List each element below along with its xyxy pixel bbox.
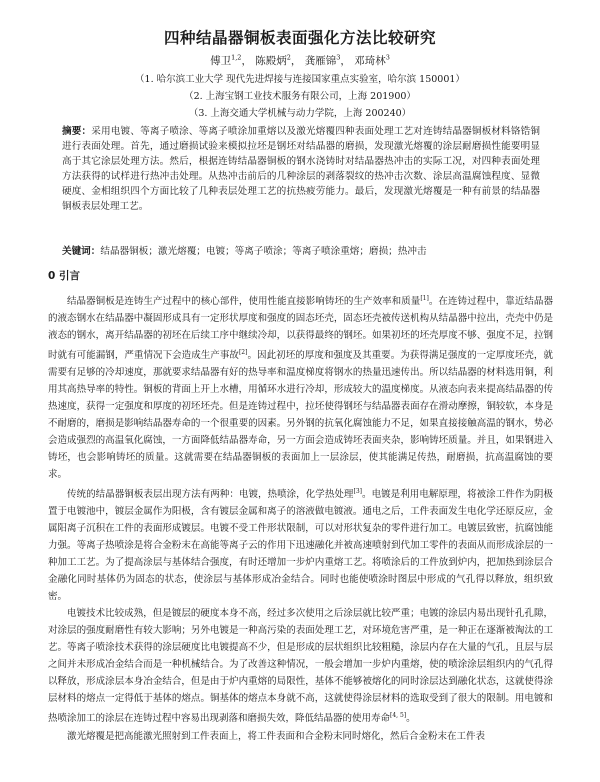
- author-name: 陈殿炳: [255, 55, 287, 67]
- affiliation: （2. 上海宝钢工业技术服务有限公司，上海 201900）: [184, 91, 416, 102]
- section-heading: 0 引言: [48, 270, 80, 282]
- author-name: 邓琦林: [354, 55, 386, 67]
- author-superscript: 3: [385, 53, 390, 62]
- affiliation: （3. 上海交通大学机械与动力学院，上海 200240）: [188, 108, 412, 119]
- citation: [2]: [238, 349, 248, 357]
- paragraph-text: 。电镀是利用电解原理，将被涂工件作为阴极置于电镀池中，镀层金属作为阳极，含有镀层金属和离子的溶液做电镀液。通电之后，工件表面发生电化学还原反应，金属阳离子沉积在工件的表面形成镀层。电镀不受工件形状限制，可以对形状复杂的零件进行加工。电镀层致密，抗腐蚀能力强。等离子热喷涂是将合金粉末在高能等离子云的作用下迅速融化并被高速喷射到代加工零件的表面从而形成涂层的一种加工工艺。为了提高涂层与基体结合强度，有时还增加一步炉内重熔工艺。将喷涂后的工件放到炉内，把加热到涂层合金融化同时基体仍为固态的状态，使涂层与基体形成冶金结合。同时也能使喷涂时图层中形成的气孔得以释放，组织致密。: [48, 489, 553, 603]
- paragraph-text: 结晶器铜板是连铸生产过程中的核心部件，使用性能直接影响铸坯的生产效率和质量: [67, 296, 421, 308]
- abstract: [62, 124, 540, 214]
- paragraph-text: 电镀技术比较成熟，但是镀层的硬度本身不高，经过多次使用之后涂层就比较严重；电镀的涂层内易出现针孔孔隙，对涂层的强度耐磨性有较大影响；另外电镀是一种高污染的表面处理工艺，对环境危害严重，是一种正在逐渐被淘汰的工艺。等离子喷涂技术获得的涂层硬度比电镀提高不少，但是形成的层状组织比较粗糙，涂层内存在大量的气孔，且层与层之间并未形成冶金结合而是一种机械结合。为了改善这种情况，一般会增加一步炉内重熔，使的喷涂涂层组织内的气孔得以释放，形成涂层本身冶金结合，但是由于炉内重熔的局限性，基体不能够被熔化的同时涂层达到融化状态，这就使得涂层材料的熔点一定得低于基体的熔点。铜基体的熔点本身就不高，这就使得涂层材料的选取受到了很大的限制。用电镀和热喷涂加工的涂层在连铸过程中容易出现剥落和磨损失效，降低结晶器的使用寿命: [48, 608, 553, 725]
- keywords-label: 关键词：: [62, 246, 101, 257]
- author-line: 傅卫$^{1,2}$， 陈殿炳$^2$， 龚雁锦$^3$， 邓琦林$^3$: [210, 53, 390, 67]
- paragraph: [48, 605, 553, 727]
- citation: [4, 5]: [390, 712, 407, 720]
- body-text: [48, 290, 553, 745]
- keywords: [62, 243, 540, 257]
- citation: [1]: [420, 295, 429, 302]
- paragraph: [48, 290, 553, 483]
- author-superscript: 2: [286, 53, 291, 62]
- author-name: 龚雁锦: [304, 55, 337, 67]
- paragraph: [48, 483, 553, 605]
- paragraph-text: 。: [406, 713, 416, 725]
- author-superscript: 3: [336, 53, 341, 62]
- author-name: 傅卫: [210, 55, 232, 67]
- paragraph-text: 。在连铸过程中，靠近结晶器的液态钢水在结晶器中凝固形成具有一定形状厚度和强度的固态坯壳，固态坯壳被传送机构从结晶器中拉出，壳壳中仍是液态的钢水，离开结晶器的初坯在后续工序中继续冷却，以获得最终的钢坯。如果初坯的坯壳厚度不够、强度不足，拉钢时就有可能漏钢，严重情况下会造成生产事故: [48, 296, 553, 362]
- paragraph-text: 激光熔覆是把高能激光照射到工件表面上，将工件表面和合金粉末同时熔化，然后合金粉末在工件表: [67, 730, 486, 742]
- keywords-text: 结晶器铜板；激光熔覆；电镀；等离子喷涂；等离子喷涂重熔；磨损；热冲击: [100, 246, 427, 257]
- paper-title: 四种结晶器铜板表面强化方法比较研究: [163, 29, 436, 47]
- abstract-label: 摘要：: [62, 126, 92, 137]
- abstract-text: 采用电镀、等离子喷涂、等离子喷涂加重熔以及激光熔覆四种表面处理工艺对连铸结晶器铜板材料铬锆铜进行表面处理。首先，通过磨损试验来模拟拉坯是钢坯对结晶器的磨损，发现激光熔覆的涂层耐磨损性能要明显高于其它涂层处理方法。然后，根据连铸结晶器铜板的钢水浇铸时对结晶器热冲击的实际工况，对四种表面处理方法获得的试样进行热冲击处理。从热冲击前后的几种涂层的剥落裂纹的热冲击次数、涂层高温腐蚀程度、显微硬度、金相组织四个方面比较了几种表层处理工艺的抗热疲劳能力。最后，发现激光熔覆是一种有前景的结晶器铜板表层处理工艺。: [62, 126, 541, 212]
- paragraph-text: 传统的结晶器铜板表层出现方法有两种：电镀，热喷涂，化学热处理: [67, 489, 354, 501]
- citation: [3]: [353, 488, 362, 496]
- author-superscript: 1,2: [231, 53, 242, 62]
- paragraph: [48, 728, 553, 745]
- affiliation: （1. 哈尔滨工业大学 现代先进焊接与连接国家重点实验室，哈尔滨 150001）: [135, 74, 465, 85]
- paragraph-text: 。因此初坯的厚度和强度及其重要。为获得满足强度的一定厚度坯壳，就需要有足够的冷却速度，那就要求结晶器有好的热导率和温度梯度将钢水的热量迅速传出。所以结晶器的材料选用铜，利用其高热导率的特性。铜板的背面上开上水槽，用循环水进行冷却，形成较大的温度梯度。从液态向表来提高结晶器的传热速度，获得一定强度和厚度的初坯坯壳。但是连铸过程中，拉坯使得钢坯与结晶器表面存在滑动摩擦，铜较软，本身是不耐磨的，磨损是影响结晶器寿命的一个很重要的因素。另外钢的抗氧化腐蚀能力不足，如果直接接触高温的钢水，势必会造成强烈的高温氧化腐蚀，一方面降低结晶器寿命，另一方面会造成铸坯表面夹杂，影响铸坯质量。并且，如果钢进入铸坯，也会影响铸坯的质量。这就需要在结晶器铜板的表面加上一层涂层，使其能满足传热，耐磨损，抗高温腐蚀的要求。: [48, 350, 553, 481]
